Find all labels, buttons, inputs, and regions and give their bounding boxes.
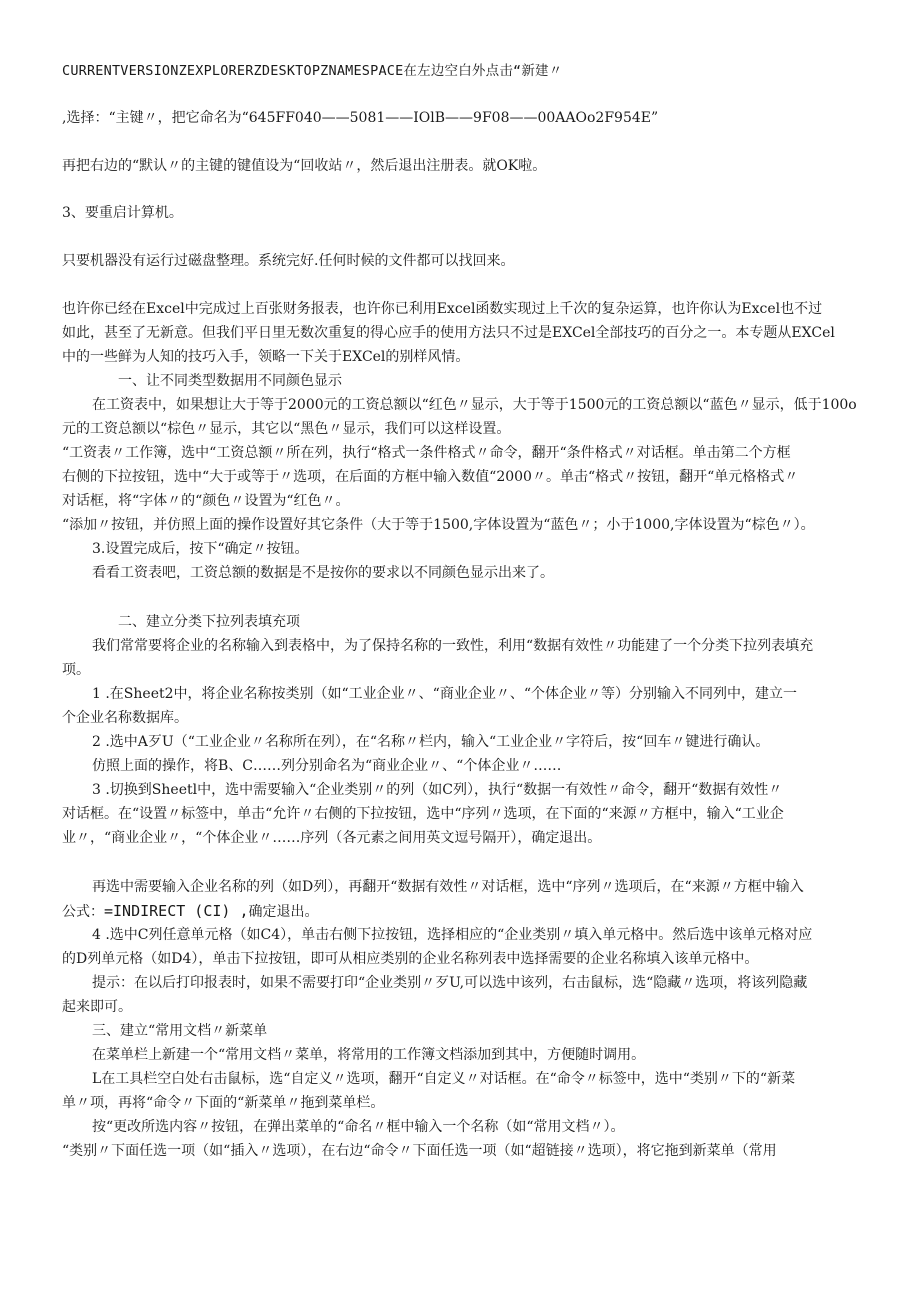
- body-line: 我们常常要将企业的名称输入到表格中，为了保持名称的一致性，利用“数据有效性〃功能建了一个分类下拉列表填充: [92, 638, 814, 654]
- intro-paragraph-line: 也许你已经在Excel中完成过上百张财务报表，也许你已利用Excel函数实现过上千次的复杂运算，也许你认为Excel也不过: [62, 301, 823, 317]
- body-line: 的D列单元格（如D4），单击下拉按钮，即可从相应类别的企业名称列表中选择需要的企业名称填入该单元格中。: [62, 951, 759, 967]
- intro-paragraph-line: 如此，甚至了无新意。但我们平日里无数次重复的得心应手的使用方法只不过是EXCel全部技巧的百分之一。本专题从EXCel: [62, 325, 835, 341]
- restart-step: 3、要重启计算机。: [62, 205, 183, 221]
- body-line: L在工具栏空白处右击鼠标，选“自定义〃选项，翻开“自定义〃对话框。在“命令〃标签中，选中“类别〃下的“新菜: [92, 1071, 796, 1087]
- registry-path-line: CURRENTVERSIONZEXPLORERZDESKTOPZNAMESPACE在左边空白外点击“新建〃: [62, 63, 563, 79]
- body-line: 1 .在Sheet2中，将企业名称按类别（如“工业企业〃、“商业企业〃、“个体企业〃等）分别输入不同列中，建立一: [92, 686, 797, 702]
- body-line: 项。: [62, 662, 90, 678]
- body-line: 再选中需要输入企业名称的列（如D列），再翻开“数据有效性〃对话框，选中“序列〃选项后，在“来源〃方框中输入: [92, 879, 804, 895]
- primary-key-line: ,选择：“主键〃，把它命名为“645FF040——5081——IOlB——9F08——00AAOo2F954E”: [62, 110, 659, 126]
- intro-paragraph-line: 中的一些鲜为人知的技巧入手，领略一下关于EXCel的别样风情。: [62, 349, 470, 365]
- body-line: “类别〃下面任选一项（如“插入〃选项），在右边“命令〃下面任选一项（如“超链接〃选项），将它拖到新菜单（常用: [62, 1143, 777, 1159]
- tip-line: 起来即可。: [62, 999, 132, 1015]
- body-line: 2 .选中A歹U（“工业企业〃名称所在列），在“名称〃栏内，输入“工业企业〃字符后，按“回车〃键进行确认。: [92, 734, 770, 750]
- formula-label: 公式：: [62, 904, 104, 920]
- body-line: 按“更改所选内容〃按钮，在弹出菜单的“命名〃框中输入一个名称（如“常用文档〃）。: [92, 1119, 625, 1135]
- tip-line: 提示：在以后打印报表时，如果不需要打印“企业类别〃歹U,可以选中该列，右击鼠标，选“隐藏〃选项，将该列隐藏: [92, 975, 808, 991]
- body-line: 3.设置完成后，按下“确定〃按钮。: [92, 541, 309, 557]
- section-heading-1: 一、让不同类型数据用不同颜色显示: [118, 373, 342, 389]
- body-line: 4 .选中C列任意单元格（如C4），单击右侧下拉按钮，选择相应的“企业类别〃填入单元格中。然后选中该单元格对应: [92, 927, 813, 943]
- body-line: 在工资表中，如果想让大于等于2000元的工资总额以“红色〃显示，大于等于1500元的工资总额以“蓝色〃显示，低于100o: [92, 397, 857, 413]
- section-heading-2: 二、建立分类下拉列表填充项: [118, 614, 300, 630]
- body-line: 个企业名称数据库。: [62, 710, 188, 726]
- default-key-line: 再把右边的“默认〃的主键的键值设为“回收站〃，然后退出注册表。就OK啦。: [62, 158, 547, 174]
- formula-suffix: 确定退出。: [248, 904, 319, 920]
- body-line: 对话框。在“设置〃标签中，单击“允许〃右侧的下拉按钮，选中“序列〃选项，在下面的“来源〃方框中，输入“工业企: [62, 806, 784, 822]
- body-line: 单〃项，再将“命令〃下面的“新菜单〃拖到菜单栏。: [62, 1095, 385, 1111]
- formula-text: =INDIRECT (CI) ,: [104, 902, 249, 920]
- recovery-note: 只要机器没有运行过磁盘整理。系统完好.任何时候的文件都可以找回来。: [62, 253, 515, 269]
- formula-line: [62, 899, 862, 924]
- section-heading-3: 三、建立“常用文档〃新菜单: [92, 1023, 268, 1039]
- body-line: 3 .切换到Sheetl中，选中需要输入“企业类别〃的列（如C列），执行“数据一有效性〃命令，翻开“数据有效性〃: [92, 782, 783, 798]
- body-line: 元的工资总额以“棕色〃显示，其它以“黑色〃显示，我们可以这样设置。: [62, 421, 511, 437]
- body-line: “工资表〃工作簿，选中“工资总额〃所在列，执行“格式一条件格式〃命令，翻开“条件格式〃对话框。单击第二个方框: [62, 445, 791, 461]
- body-line: 对话框，将“字体〃的“颜色〃设置为“红色〃。: [62, 493, 350, 509]
- body-line: “添加〃按钮，并仿照上面的操作设置好其它条件（大于等于1500,字体设置为“蓝色〃；小于1000,字体设置为“棕色〃）。: [62, 517, 815, 533]
- body-line: 在菜单栏上新建一个“常用文档〃菜单，将常用的工作簿文档添加到其中，方便随时调用。: [92, 1047, 646, 1063]
- body-line: 业〃，“商业企业〃，“个体企业〃……序列（各元素之间用英文逗号隔开），确定退出。: [62, 830, 602, 846]
- body-line: 仿照上面的操作，将B、C……列分别命名为“商业企业〃、“个体企业〃……: [92, 758, 562, 774]
- body-line: 右侧的下拉按钮，选中“大于或等于〃选项，在后面的方框中输入数值“2000〃。单击“格式〃按钮，翻开“单元格格式〃: [62, 469, 799, 485]
- body-line: 看看工资表吧，工资总额的数据是不是按你的要求以不同颜色显示出来了。: [92, 565, 554, 581]
